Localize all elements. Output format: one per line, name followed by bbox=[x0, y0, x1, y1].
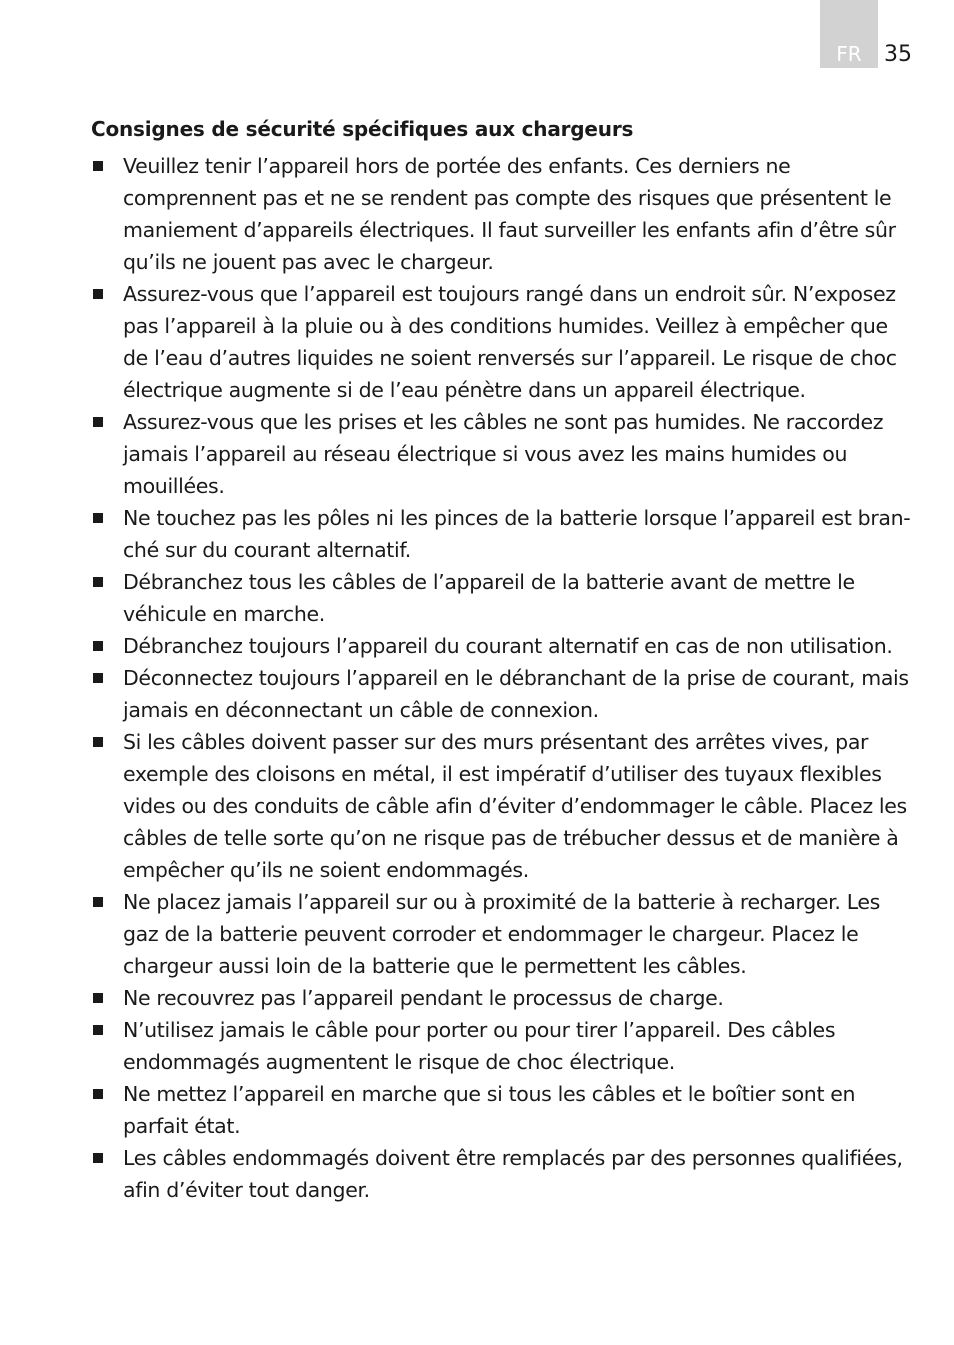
list-item-text: Les câbles endommagés doivent être remplacés par des personnes qualifiées, afin d’éviter tout danger. bbox=[123, 1146, 903, 1202]
square-bullet-icon bbox=[93, 289, 103, 299]
list-item bbox=[91, 886, 913, 982]
list-item-text: Ne placez jamais l’appareil sur ou à proximité de la batterie à recharger. Les gaz de la batterie peuvent corroder et endommager le chargeur. Placez le chargeur aussi loin de la batterie que le permettent les câbles. bbox=[123, 890, 880, 978]
page-number: 35 bbox=[884, 42, 912, 67]
list-item bbox=[91, 278, 913, 406]
list-item bbox=[91, 406, 913, 502]
square-bullet-icon bbox=[93, 737, 103, 747]
square-bullet-icon bbox=[93, 417, 103, 427]
list-item-text: N’utilisez jamais le câble pour porter ou pour tirer l’appareil. Des câbles endommagés augmentent le risque de choc électrique. bbox=[123, 1018, 836, 1074]
list-item-text: Si les câbles doivent passer sur des murs présentant des arrêtes vives, par exemple des cloisons en métal, il est impératif d’utiliser des tuyaux flexibles vides ou des conduits de câble afin d’éviter d’endommager le câble. Placez les câbles de telle sorte qu’on ne risque pas de trébucher dessus et de manière à empêcher qu’ils ne soient endommagés. bbox=[123, 730, 907, 882]
square-bullet-icon bbox=[93, 161, 103, 171]
list-item bbox=[91, 726, 913, 886]
square-bullet-icon bbox=[93, 577, 103, 587]
square-bullet-icon bbox=[93, 1025, 103, 1035]
list-item bbox=[91, 662, 913, 726]
list-item bbox=[91, 1014, 913, 1078]
list-item-text: Assurez-vous que les prises et les câbles ne sont pas humides. Ne raccordez jamais l’appareil au réseau électrique si vous avez les mains humides ou mouillées. bbox=[123, 410, 884, 498]
list-item-text: Déconnectez toujours l’appareil en le débranchant de la prise de courant, mais jamais en déconnectant un câble de connexion. bbox=[123, 666, 909, 722]
list-item bbox=[91, 982, 913, 1014]
section-title: Consignes de sécurité spécifiques aux chargeurs bbox=[91, 117, 634, 141]
list-item-text: Débranchez tous les câbles de l’appareil de la batterie avant de mettre le véhicule en marche. bbox=[123, 570, 855, 626]
list-item bbox=[91, 630, 913, 662]
list-item bbox=[91, 502, 913, 566]
list-item-text: Veuillez tenir l’appareil hors de portée des enfants. Ces derniers ne comprennent pas et ne se rendent pas compte des risques que présentent le maniement d’appareils électriques. Il faut surveiller les enfants afin d’être sûr qu’ils ne jouent pas avec le chargeur. bbox=[123, 154, 896, 274]
square-bullet-icon bbox=[93, 641, 103, 651]
safety-instructions-list bbox=[91, 150, 913, 1206]
list-item-text: Ne recouvrez pas l’appareil pendant le processus de charge. bbox=[123, 986, 724, 1010]
language-label: FR bbox=[836, 42, 862, 66]
list-item-text: Débranchez toujours l’appareil du courant alternatif en cas de non utilisation. bbox=[123, 634, 893, 658]
list-item bbox=[91, 566, 913, 630]
square-bullet-icon bbox=[93, 513, 103, 523]
list-item-text: Assurez-vous que l’appareil est toujours rangé dans un endroit sûr. N’exposez pas l’appareil à la pluie ou à des conditions humides. Veillez à empêcher que de l’eau d’autres liquides ne soient renversés sur l’appareil. Le risque de choc électrique augmente si de l’eau pénètre dans un appareil électrique. bbox=[123, 282, 897, 402]
square-bullet-icon bbox=[93, 1153, 103, 1163]
language-tab bbox=[820, 0, 878, 68]
list-item-text: Ne touchez pas les pôles ni les pinces de la batterie lorsque l’appareil est bran-ché sur du courant alternatif. bbox=[123, 506, 911, 562]
list-item bbox=[91, 150, 913, 278]
list-item-text: Ne mettez l’appareil en marche que si tous les câbles et le boîtier sont en parfait état. bbox=[123, 1082, 856, 1138]
list-item bbox=[91, 1078, 913, 1142]
square-bullet-icon bbox=[93, 993, 103, 1003]
square-bullet-icon bbox=[93, 673, 103, 683]
square-bullet-icon bbox=[93, 1089, 103, 1099]
list-item bbox=[91, 1142, 913, 1206]
square-bullet-icon bbox=[93, 897, 103, 907]
